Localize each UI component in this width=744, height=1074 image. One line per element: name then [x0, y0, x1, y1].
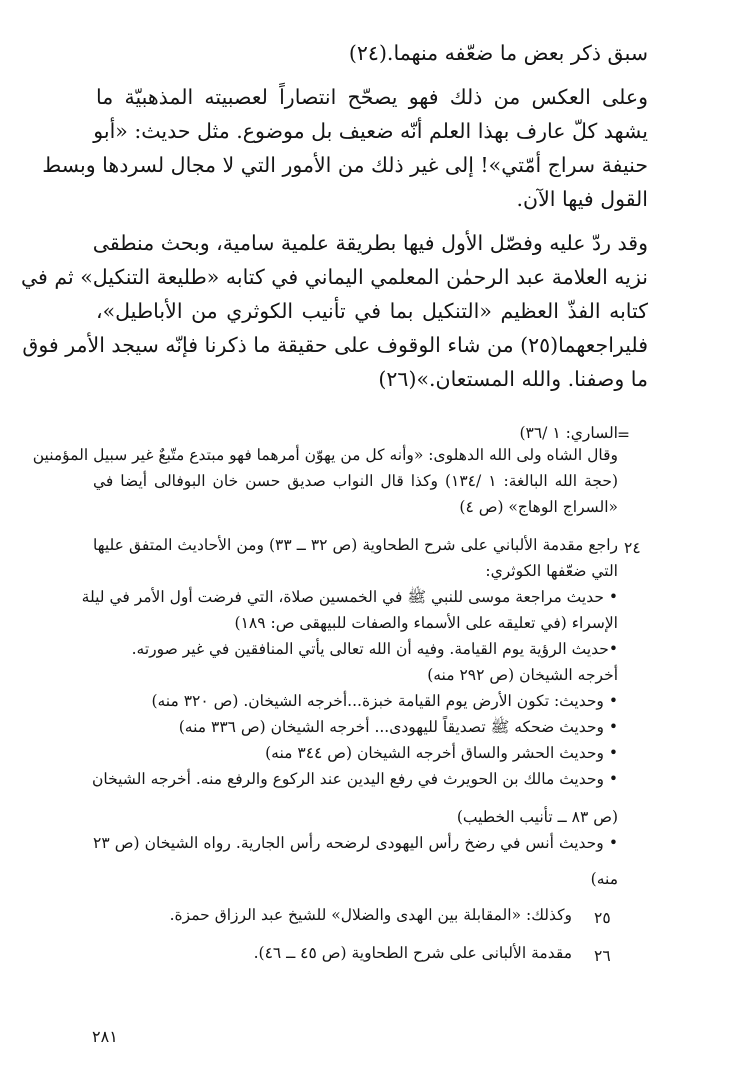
footnote-line: منه): [590, 870, 618, 888]
body-line: نزيه العلامة عبد الرحمٰن المعلمي اليماني في كتابه «طليعة التنكيل» ثم في: [20, 265, 648, 289]
body-line: فليراجعهما(٢٥) من شاء الوقوف على حقيقة ما ذكرنا فإنّه سيجد الأمر فوق: [22, 333, 648, 357]
page-number: ٢٨١: [92, 1027, 118, 1046]
body-line: يشهد كلّ عارف بهذا العلم أنّه ضعيف بل موضوع. مثل حديث: «أبو: [93, 119, 648, 143]
footnote-line: (ص ٨٣ ــ تأنيب الخطيب): [456, 808, 618, 826]
footnote-line: • وحديث الحشر والساق أخرجه الشيخان (ص ٣٤٤ منه): [265, 744, 618, 762]
body-line: كتابه الفذّ العظيم «التنكيل بما في تأنيب الكوثري من الأباطيل»،: [96, 299, 648, 323]
footnote-line: مقدمة الألبانى على شرح الطحاوية (ص ٤٥ ــ ٤٦).: [253, 944, 572, 962]
footnote-line: • وحديث أنس في رضخ رأس اليهودى لرضحه رأس الجارية. رواه الشيخان (ص ٢٣: [93, 834, 618, 852]
footnote-separator-mark: =: [617, 426, 630, 444]
footnote-line: (حجة الله البالغة: ١ /١٣٤) وكذا قال النواب صديق حسن خان البوفالى أيضا في: [93, 472, 618, 490]
body-line: وقد ردّ عليه وفصّل الأول فيها بطريقة علمية سامية، وبحث منطقى: [92, 231, 648, 255]
footnote-line: أخرجه الشيخان (ص ٢٩٢ منه): [427, 666, 618, 684]
footnote-line: «السراج الوهاج» (ص ٤): [459, 498, 618, 516]
footnote-line: الساري: ١ /٣٦): [519, 424, 618, 442]
footnote-line: • وحديث مالك بن الحويرث في رفع اليدين عند الركوع والرفع منه. أخرجه الشيخان: [92, 770, 618, 788]
footnote-number: ٢٤: [624, 539, 641, 557]
footnote-number: ٢٦: [594, 947, 611, 965]
footnote-line: الإسراء (في تعليقه على الأسماء والصفات للبيهقى ص: ١٨٩): [234, 614, 618, 632]
body-line: القول فيها الآن.: [516, 187, 648, 211]
footnote-line: • وحديث: تكون الأرض يوم القيامة خبزة...أخرجه الشيخان. (ص ٣٢٠ منه): [151, 692, 618, 710]
footnote-line: وكذلك: «المقابلة بين الهدى والضلال» للشيخ عبد الرزاق حمزة.: [169, 906, 572, 924]
body-line: وعلى العكس من ذلك فهو يصحّح انتصاراً لعصبيته المذهبيّة ما: [96, 85, 648, 109]
footnote-line: •حديث الرؤية يوم القيامة. وفيه أن الله تعالى يأتي المنافقين في غير صورته.: [131, 640, 618, 658]
footnote-line: • وحديث ضحكه ﷺ تصديقاً لليهودى... أخرجه الشيخان (ص ٣٣٦ منه): [178, 718, 618, 736]
footnote-line: راجع مقدمة الألباني على شرح الطحاوية (ص ٣٢ ــ ٣٣) ومن الأحاديث المتفق عليها: [93, 536, 619, 554]
body-line: ما وصفنا. والله المستعان.»(٢٦): [378, 367, 648, 391]
body-line: سبق ذكر بعض ما ضعّفه منهما.(٢٤): [348, 41, 648, 65]
footnote-number: ٢٥: [594, 909, 611, 927]
body-line: حنيفة سراج أمّتي»! إلى غير ذلك من الأمور التي لا مجال لسردها وبسط: [42, 153, 648, 177]
footnote-line: وقال الشاه ولى الله الدهلوى: «وأنه كل من يهوّن أمرهما فهو مبتدع متّبعٌ غير سبيل المؤمنين: [32, 446, 618, 464]
footnote-line: التي ضعّفها الكوثري:: [485, 562, 618, 580]
footnote-line: • حديث مراجعة موسى للنبي ﷺ في الخمسين صلاة، التي فرضت أول الأمر في ليلة: [81, 588, 618, 606]
